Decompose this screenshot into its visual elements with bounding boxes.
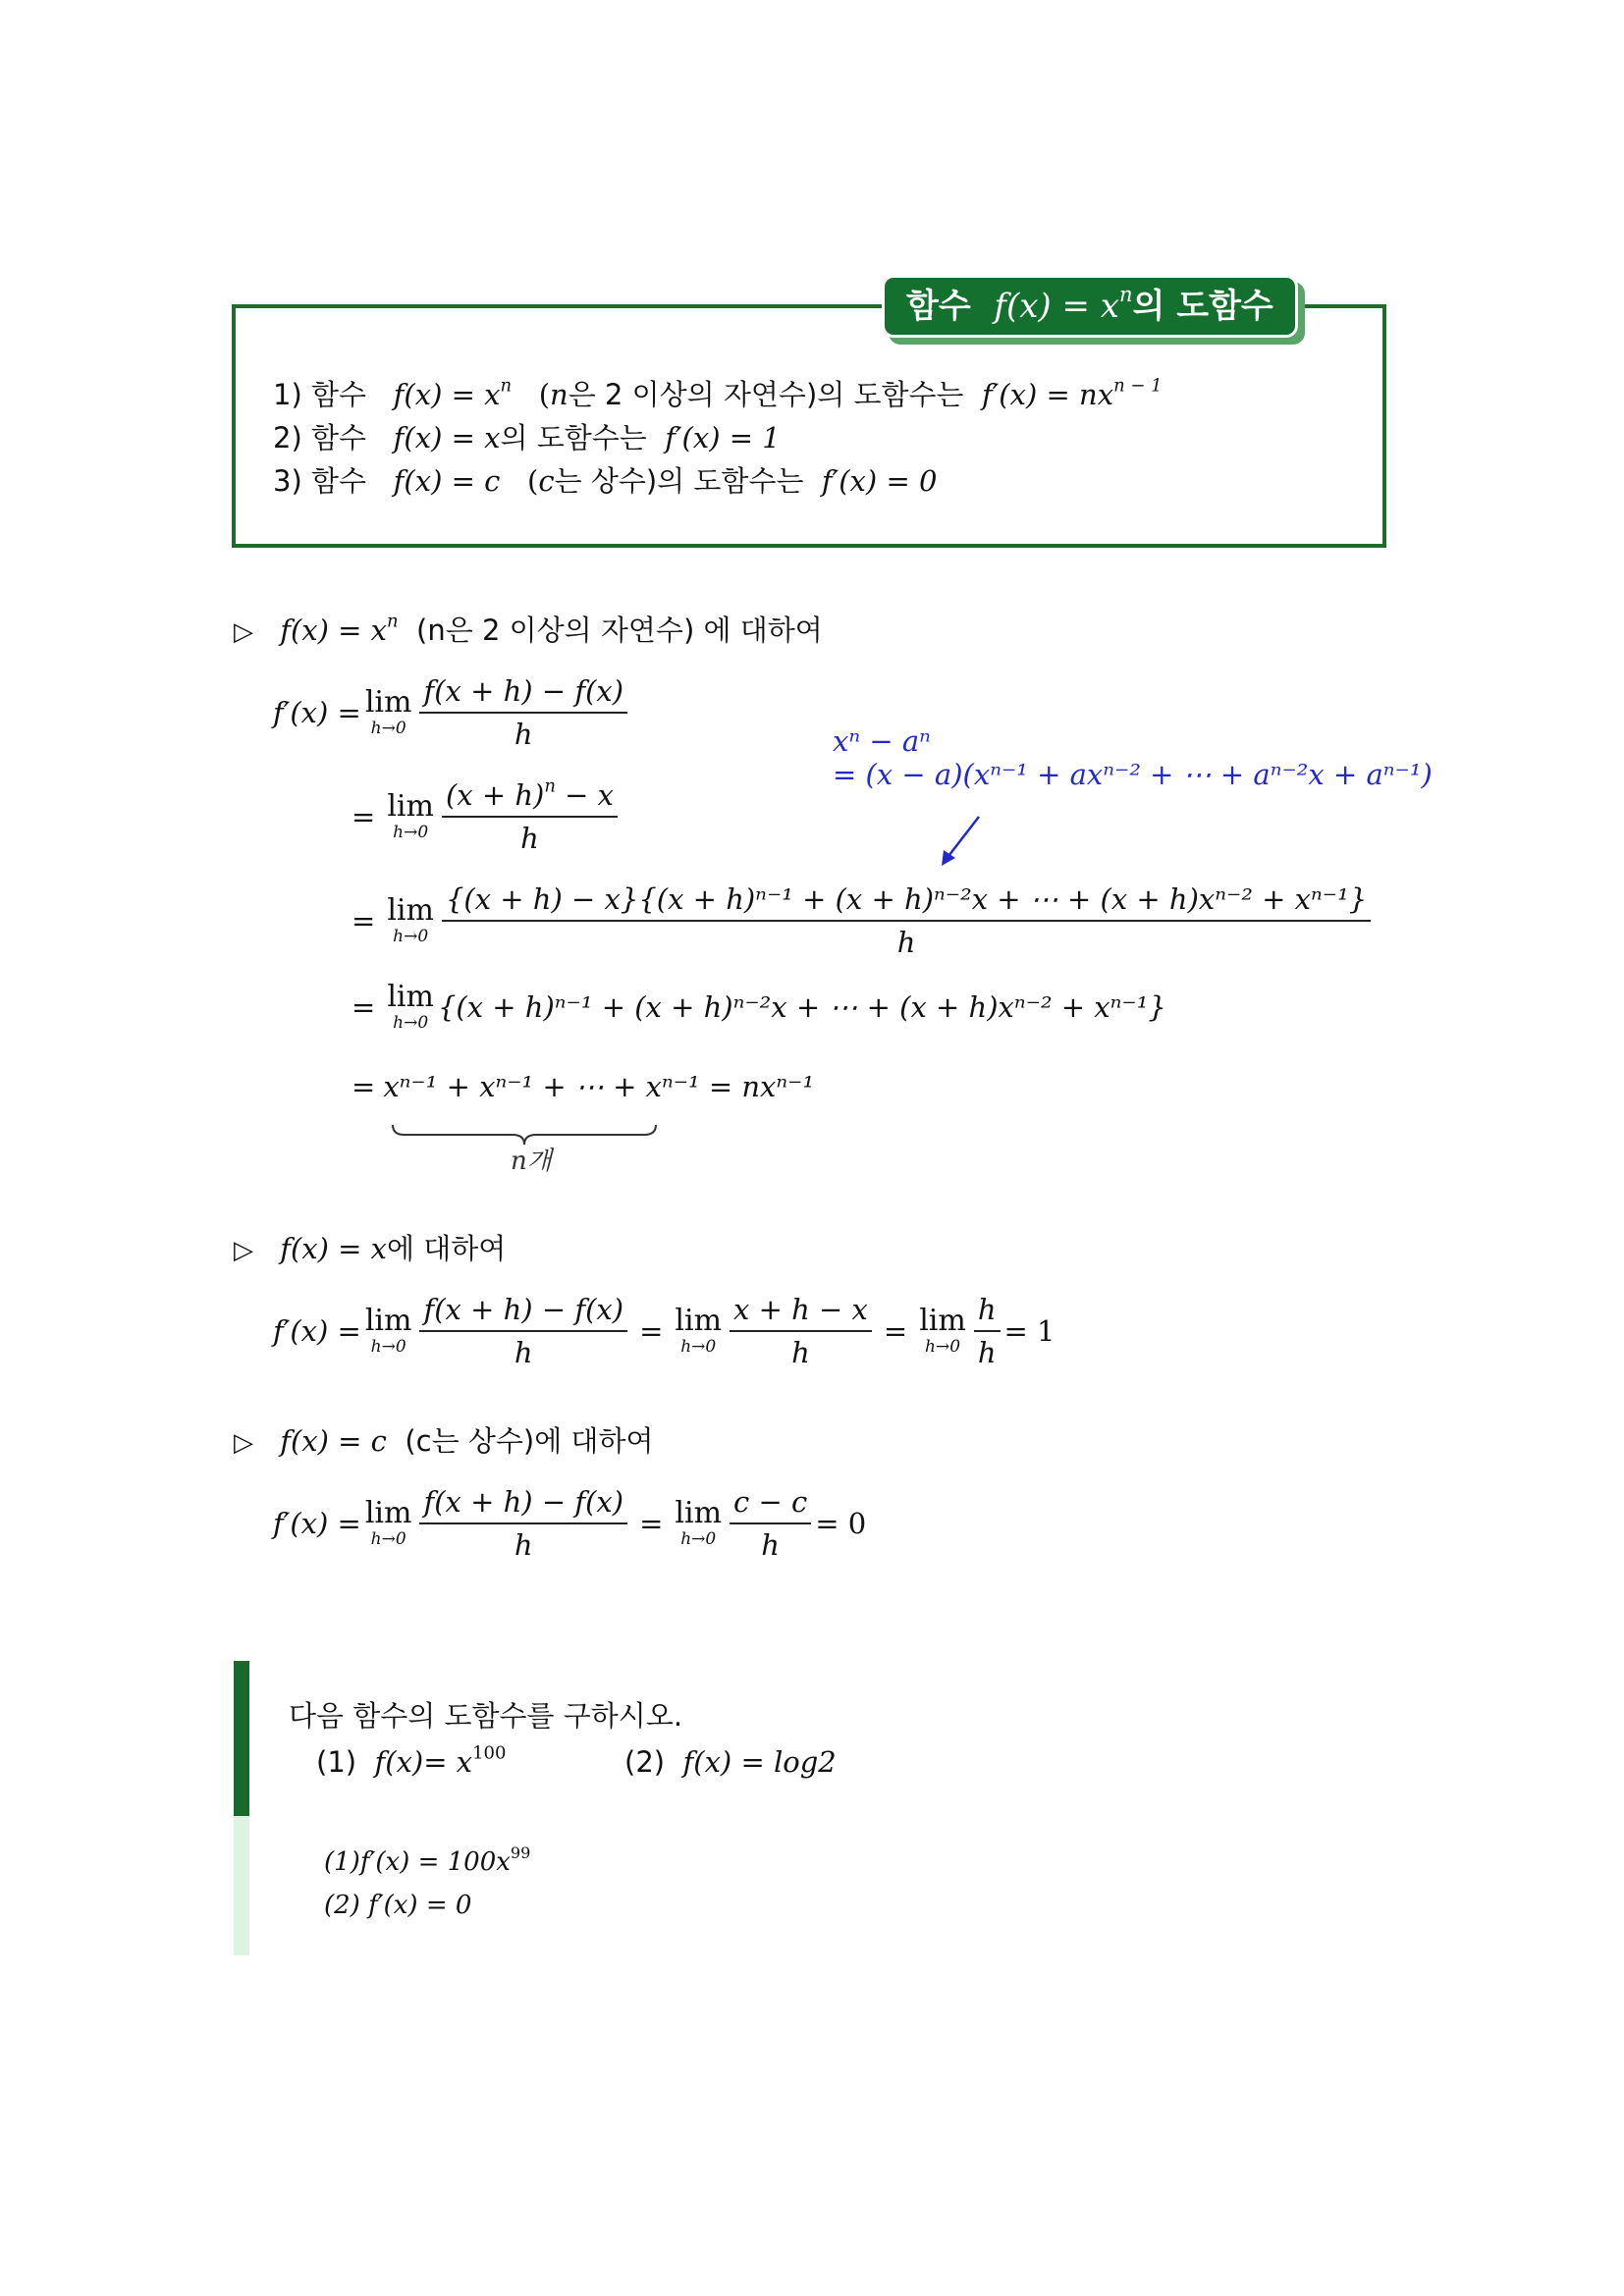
factorization-note: xⁿ − aⁿ = (x − a)(xⁿ⁻¹ + axⁿ⁻² + ⋯ + aⁿ⁻²x + aⁿ⁻¹)	[833, 724, 1433, 791]
section-heading-1: ▷ $f(x) = x^n$ (n은 2 이상의 자연수) 에 대하여	[234, 611, 823, 647]
proof1-step4: = lim h→0 {(x + h)ⁿ⁻¹ + (x + h)ⁿ⁻²x + ⋯ + (x + h)xⁿ⁻² + xⁿ⁻¹}	[352, 980, 1166, 1033]
definition-1: 1) 함수 $f(x) = x^n$ (n은 2 이상의 자연수)의 도함수는 $f'(x) = nx^{n - 1}$	[273, 375, 1163, 411]
section-heading-3: ▷ f(x) = c (c는 상수)에 대하여	[234, 1424, 654, 1458]
arrow-icon	[938, 813, 987, 868]
definition-3: 3) 함수 f(x) = c (c는 상수)의 도함수는 f′(x) = 0	[273, 464, 938, 498]
page-title	[882, 275, 1298, 338]
proof1-step3: = lim h→0 {(x + h) − x}{(x + h)ⁿ⁻¹ + (x + h)ⁿ⁻²x + ⋯ + (x + h)xⁿ⁻² + xⁿ⁻¹} h	[344, 881, 1375, 960]
brace-label: n개	[511, 1147, 552, 1176]
triangle-marker-icon: ▷	[234, 1428, 253, 1458]
answer-2: (2) f′(x) = 0	[324, 1891, 472, 1920]
answer-1: $(1)f'(x) = 100x^{99}$	[324, 1842, 531, 1877]
answer-accent-bar	[234, 1816, 249, 1955]
triangle-marker-icon: ▷	[234, 1236, 253, 1265]
problem-prompt: 다음 함수의 도함수를 구하시오.	[289, 1699, 683, 1733]
title-func: $f(x) = x^n$	[994, 282, 1133, 326]
proof3: f′(x) = lim h→0 $\frac{f(x + h) - f(x)}{h}$ = lim h→0 $\frac{c - c}{h}$ = 0	[273, 1485, 867, 1562]
title-prefix: 함수	[906, 287, 971, 326]
problem-item-1: (1) $f(x)= x^{100}$	[316, 1742, 507, 1779]
problem-item-2: (2) f(x) = log2	[624, 1745, 837, 1779]
proof1-step5: = xⁿ⁻¹ + xⁿ⁻¹ + ⋯ + xⁿ⁻¹ = nxⁿ⁻¹	[352, 1070, 815, 1103]
title-suffix: 의 도함수	[1132, 287, 1273, 326]
proof1-step1: f′(x) = lim h→0 $\frac{f(x + h) - f(x)}{h}$	[273, 673, 631, 752]
section-heading-2: ▷ f(x) = x에 대하여	[234, 1232, 507, 1265]
triangle-marker-icon: ▷	[234, 617, 253, 647]
proof2: f′(x) = lim h→0 $\frac{f(x + h) - f(x)}{h}$ = lim h→0 $\frac{x + h - x}{h}$ = lim h→0 $\frac{h}{h}$ = 1	[273, 1293, 1056, 1369]
proof1-step2: = lim h→0 $\frac{(x + h)^n - x}{h}$	[344, 777, 622, 856]
definition-2: 2) 함수 f(x) = x의 도함수는 f′(x) = 1	[273, 421, 781, 454]
problem-accent-bar	[234, 1661, 249, 1816]
